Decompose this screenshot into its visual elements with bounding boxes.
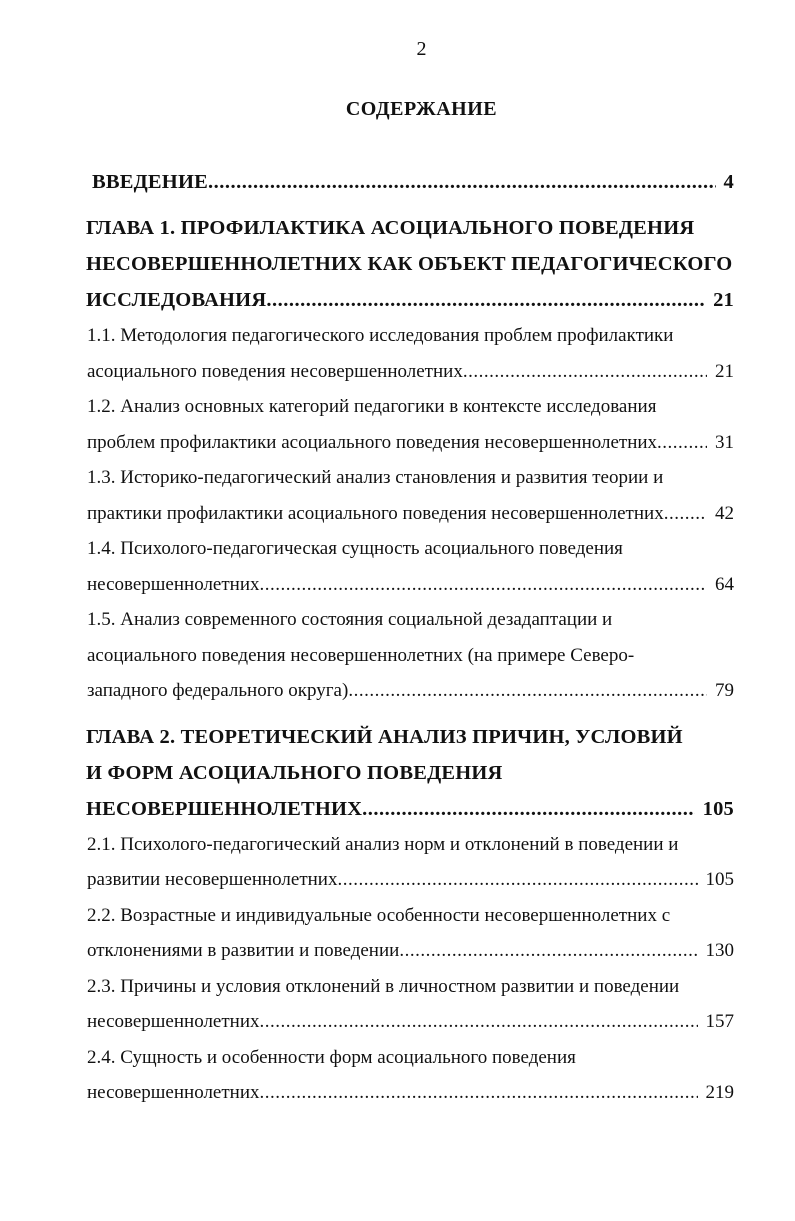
page-number: 2 bbox=[416, 38, 427, 60]
chapters-list bbox=[86, 210, 734, 1111]
section-title-text: 1.2. Анализ основных категорий педагогики в контексте исследования bbox=[87, 396, 657, 417]
toc-page-number: 42 bbox=[715, 502, 734, 524]
chapter-title-line bbox=[86, 246, 734, 282]
section-title-line bbox=[86, 1040, 734, 1076]
toc-page-number: 105 bbox=[705, 869, 734, 890]
toc-section[interactable] bbox=[86, 898, 734, 969]
chapter-title-line bbox=[86, 719, 734, 755]
toc-section[interactable] bbox=[86, 1040, 734, 1111]
section-title-line bbox=[86, 933, 734, 969]
dot-leader bbox=[348, 673, 707, 709]
section-title-text: 1.3. Историко-педагогический анализ становления и развития теории и bbox=[87, 467, 664, 488]
chapter-title-line bbox=[86, 755, 734, 791]
section-title-text: 2.2. Возрастные и индивидуальные особенности несовершеннолетних с bbox=[87, 904, 671, 926]
toc-page-number: 64 bbox=[715, 573, 734, 595]
section-title-line bbox=[86, 827, 734, 863]
chapter-title-line bbox=[86, 282, 734, 318]
dot-leader bbox=[664, 496, 707, 532]
section-title-line bbox=[86, 354, 734, 390]
section-title-text: несовершеннолетних bbox=[87, 1082, 260, 1103]
section-title-text: асоциального поведения несовершеннолетних bbox=[87, 360, 463, 382]
dot-leader bbox=[657, 425, 707, 461]
section-title-line bbox=[86, 602, 734, 638]
section-title-text: несовершеннолетних bbox=[87, 1011, 260, 1032]
section-title-text: 2.1. Психолого-педагогический анализ норм и отклонений в поведении и bbox=[87, 833, 679, 855]
section-title-line bbox=[86, 531, 734, 567]
section-title-text: развитии несовершеннолетних bbox=[87, 869, 338, 890]
section-title-text: 1.1. Методология педагогического исследования проблем профилактики bbox=[87, 325, 674, 346]
section-title-line bbox=[86, 567, 734, 603]
section-title-text: отклонениями в развитии и поведении bbox=[87, 940, 400, 961]
chapter-title-text: И ФОРМ АСОЦИАЛЬНОГО ПОВЕДЕНИЯ bbox=[86, 761, 503, 784]
dot-leader bbox=[208, 164, 716, 200]
section-title-text: 2.4. Сущность и особенности форм асоциального поведения bbox=[87, 1046, 576, 1068]
table-of-contents bbox=[86, 164, 734, 1111]
chapter-title-text: ГЛАВА 1. ПРОФИЛАКТИКА АСОЦИАЛЬНОГО ПОВЕДЕНИЯ bbox=[86, 217, 695, 239]
section-title-line bbox=[86, 318, 734, 354]
section-title-text: западного федерального округа) bbox=[87, 680, 349, 701]
toc-entry-introduction[interactable] bbox=[86, 164, 734, 200]
toc-section[interactable] bbox=[86, 318, 734, 389]
toc-entry-label: ВВЕДЕНИЕ bbox=[92, 171, 208, 193]
section-title-text: проблем профилактики асоциального поведения несовершеннолетних bbox=[87, 431, 658, 453]
toc-section[interactable] bbox=[86, 460, 734, 531]
toc-page-number: 219 bbox=[705, 1082, 734, 1103]
chapter-title-line bbox=[86, 791, 734, 827]
toc-chapter[interactable] bbox=[86, 719, 734, 1111]
toc-page-number: 105 bbox=[702, 797, 734, 820]
section-title-line bbox=[86, 1075, 734, 1111]
section-title-line bbox=[86, 1004, 734, 1040]
chapter-title-text: НЕСОВЕРШЕННОЛЕТНИХ КАК ОБЪЕКТ ПЕДАГОГИЧЕСКОГО bbox=[86, 253, 733, 275]
section-title-line bbox=[86, 460, 734, 496]
dot-leader bbox=[260, 1075, 698, 1111]
toc-section[interactable] bbox=[86, 969, 734, 1040]
section-title-line bbox=[86, 862, 734, 898]
section-title-text: практики профилактики асоциального поведения несовершеннолетних bbox=[87, 502, 664, 524]
section-title-text: 2.3. Причины и условия отклонений в личностном развитии и поведении bbox=[87, 975, 680, 997]
section-title-line bbox=[86, 425, 734, 461]
toc-section[interactable] bbox=[86, 389, 734, 460]
toc-section[interactable] bbox=[86, 602, 734, 709]
section-title-line bbox=[86, 969, 734, 1005]
dot-leader bbox=[362, 791, 694, 827]
section-title-line bbox=[86, 673, 734, 709]
dot-leader bbox=[337, 862, 697, 898]
toc-page-number: 4 bbox=[723, 171, 734, 193]
chapter-title-text: НЕСОВЕРШЕННОЛЕТНИХ bbox=[86, 797, 363, 820]
section-title-line bbox=[86, 898, 734, 934]
section-title-text: несовершеннолетних bbox=[87, 573, 260, 595]
toc-page-number: 79 bbox=[715, 680, 734, 701]
toc-section[interactable] bbox=[86, 827, 734, 898]
section-title-line bbox=[86, 389, 734, 425]
dot-leader bbox=[260, 1004, 698, 1040]
chapter-title-line bbox=[86, 210, 734, 246]
page-title: СОДЕРЖАНИЕ bbox=[345, 98, 498, 120]
chapter-title-text: ГЛАВА 2. ТЕОРЕТИЧЕСКИЙ АНАЛИЗ ПРИЧИН, УСЛОВИЙ bbox=[86, 725, 683, 748]
toc-page-number: 31 bbox=[715, 431, 734, 453]
dot-leader bbox=[399, 933, 697, 969]
toc-page-number: 130 bbox=[705, 940, 734, 961]
toc-chapter[interactable] bbox=[86, 210, 734, 709]
toc-page-number: 21 bbox=[713, 289, 734, 311]
section-title-text: асоциального поведения несовершеннолетних (на примере Северо- bbox=[87, 644, 635, 666]
dot-leader bbox=[266, 282, 705, 318]
dot-leader bbox=[260, 567, 707, 603]
section-title-text: 1.5. Анализ современного состояния социальной дезадаптации и bbox=[87, 609, 613, 630]
toc-page-number: 21 bbox=[715, 360, 734, 382]
section-title-line bbox=[86, 638, 734, 674]
section-title-line bbox=[86, 496, 734, 532]
toc-section[interactable] bbox=[86, 531, 734, 602]
section-title-text: 1.4. Психолого-педагогическая сущность асоциального поведения bbox=[87, 538, 623, 559]
chapter-title-text: ИССЛЕДОВАНИЯ bbox=[86, 289, 267, 311]
toc-page-number: 157 bbox=[705, 1011, 734, 1032]
dot-leader bbox=[463, 354, 707, 390]
